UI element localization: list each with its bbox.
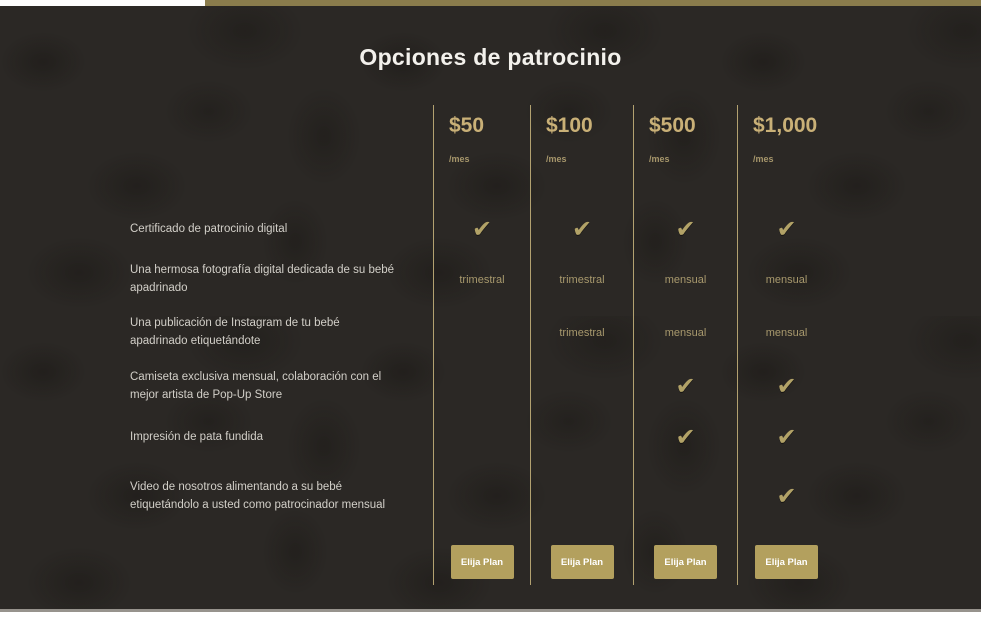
feature-label: Certificado de patrocinio digital: [130, 223, 288, 236]
plan-price: $50: [449, 114, 485, 137]
plan-value-cell: [633, 462, 737, 532]
plan-price: $500: [649, 114, 696, 137]
plan-header: [530, 105, 633, 205]
plan-value-cell: [433, 205, 530, 255]
choose-plan-button[interactable]: Elija Plan: [654, 545, 717, 579]
check-icon: ✔: [776, 483, 797, 510]
plan-cta-cell: [433, 532, 530, 585]
check-icon: ✔: [776, 372, 797, 400]
plan-period: /mes: [753, 154, 774, 164]
plan-period: /mes: [449, 154, 470, 164]
feature-label: Impresión de pata fundida: [130, 430, 263, 443]
plan-value-cell: [737, 413, 835, 462]
check-icon: ✔: [471, 216, 493, 243]
choose-plan-button[interactable]: Elija Plan: [551, 545, 614, 579]
check-icon: ✔: [571, 216, 593, 243]
plan-value-cell: trimestral: [530, 255, 633, 305]
pricing-table: [130, 105, 835, 585]
check-icon: ✔: [776, 423, 797, 451]
page-title: Opciones de patrocinio: [359, 44, 622, 70]
plan-value-cell: [633, 413, 737, 462]
plan-value-cell: [633, 360, 737, 413]
check-icon: ✔: [776, 216, 797, 243]
plan-value-cell: mensual: [737, 255, 835, 305]
plan-value-cell: mensual: [737, 305, 835, 360]
plan-value-cell: [530, 360, 633, 413]
plan-value-cell: [530, 205, 633, 255]
plan-cta-cell: [737, 532, 835, 585]
choose-plan-button[interactable]: Elija Plan: [755, 545, 818, 579]
plan-header: [737, 105, 835, 205]
check-icon: ✔: [675, 372, 696, 400]
plan-cta-cell: [530, 532, 633, 585]
check-icon: ✔: [675, 423, 696, 451]
plan-value-cell: [530, 462, 633, 532]
plan-value-cell: [433, 360, 530, 413]
plan-header: [433, 105, 530, 205]
check-icon: ✔: [675, 216, 696, 243]
plan-value-cell: mensual: [633, 255, 737, 305]
plan-value-cell: [530, 413, 633, 462]
feature-label: Una hermosa fotografía digital dedicada de su bebé apadrinado: [130, 264, 395, 294]
feature-label: Una publicación de Instagram de tu bebé apadrinado etiquetándote: [130, 316, 340, 347]
plan-cta-cell: [633, 532, 737, 585]
feature-label: Video de nosotros alimentando a su bebé etiquetándolo a usted como patrocinador mensual: [130, 481, 386, 511]
plan-price: $1,000: [753, 114, 818, 137]
plan-period: /mes: [649, 154, 670, 164]
plan-value-cell: trimestral: [530, 305, 633, 360]
plan-value-cell: trimestral: [433, 255, 530, 305]
plan-value-cell: [433, 413, 530, 462]
plan-value-cell: [433, 305, 530, 360]
plan-value-cell: mensual: [633, 305, 737, 360]
plan-price: $100: [546, 114, 593, 137]
feature-label: Camiseta exclusiva mensual, colaboración con el mejor artista de Pop-Up Store: [130, 370, 382, 401]
choose-plan-button[interactable]: Elija Plan: [451, 545, 514, 579]
plan-value-cell: [737, 462, 835, 532]
plan-header: [633, 105, 737, 205]
plan-value-cell: [433, 462, 530, 532]
plan-value-cell: [633, 205, 737, 255]
plan-value-cell: [737, 205, 835, 255]
feature-column-spacer: [130, 532, 433, 585]
plan-value-cell: [737, 360, 835, 413]
plan-period: /mes: [546, 154, 567, 164]
feature-column-spacer: [130, 105, 433, 205]
